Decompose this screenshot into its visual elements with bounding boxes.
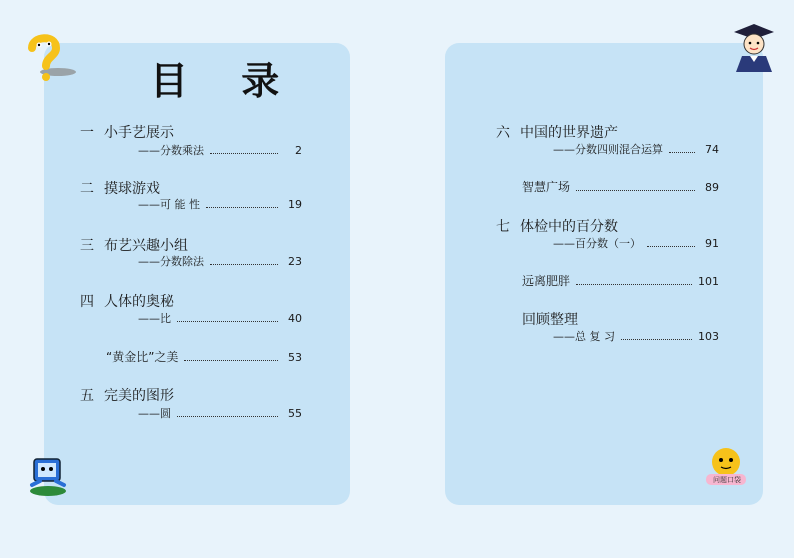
chapter-number: 三 [80,238,94,254]
page-number: 89 [705,181,719,194]
leader-dots [206,207,278,208]
toc-sub-1[interactable] [138,142,302,158]
leader-dots [669,152,695,153]
page-number: 91 [705,237,719,250]
computer-mascot-icon [26,455,70,497]
page-number: 55 [288,407,302,420]
page-number: 40 [288,312,302,325]
chapter-title: 小手艺展示 [104,125,174,141]
toc-chapter-review[interactable] [522,309,578,329]
toc-sub-7[interactable] [553,235,719,251]
page-number: 103 [698,330,719,343]
chapter-title: 摸球游戏 [104,181,160,197]
chapter-title: 中国的世界遗产 [520,125,618,141]
page-number: 101 [698,275,719,288]
chapter-number: 七 [496,219,510,235]
leader-dots [210,264,278,265]
chapter-number: 六 [496,125,510,141]
page-number: 19 [288,198,302,211]
toc-sub-review[interactable] [553,328,719,344]
toc-section-obesity[interactable] [522,272,719,289]
toc-sub-5[interactable] [138,405,302,421]
toc-chapter-5[interactable] [80,385,174,405]
leader-dots [576,284,692,285]
chapter-number: 五 [80,388,94,404]
leader-dots [647,246,695,247]
toc-chapter-2[interactable] [80,178,160,198]
toc-chapter-3[interactable] [80,235,188,255]
question-mark-icon [22,32,78,84]
toc-sub-2[interactable] [138,196,302,212]
chapter-title: 人体的奥秘 [104,294,174,310]
chapter-title: 回顾整理 [522,312,578,328]
sub-title: 远离肥胖 [522,274,571,288]
page-number: 74 [705,143,719,156]
sub-title: ——总 复 习 [553,330,615,343]
toc-sub-4[interactable] [138,310,302,326]
toc-chapter-7[interactable] [496,216,618,236]
page-number: 23 [288,255,302,268]
sub-title: ——分数乘法 [138,144,204,157]
toc-section-wisdom-square[interactable] [522,178,719,195]
toc-chapter-4[interactable] [80,291,174,311]
page-number: 2 [295,144,302,157]
chapter-number: 四 [80,294,94,310]
sub-title: “黄金比”之美 [106,350,179,364]
page-number: 53 [288,351,302,364]
toc-chapter-6[interactable] [496,122,618,142]
chapter-number: 二 [80,181,94,197]
sub-title: ——可 能 性 [138,198,200,211]
leader-dots [621,339,692,340]
leader-dots [184,360,278,361]
left-page [44,43,350,505]
badge-label: 问题口袋 [713,476,741,484]
toc-sub-6[interactable] [553,141,719,157]
toc-section-golden-ratio[interactable] [106,348,302,365]
chapter-title: 完美的图形 [104,388,174,404]
graduate-mascot-icon [732,22,776,72]
sub-title: ——圆 [138,407,171,420]
sub-title: ——分数除法 [138,255,204,268]
toc-sub-3[interactable] [138,253,302,269]
leader-dots [177,321,278,322]
toc-chapter-1[interactable] [80,122,174,142]
page-title: 目 录 [150,58,300,103]
leader-dots [576,190,695,191]
sub-title: ——百分数（一） [553,237,641,250]
chapter-number: 一 [80,125,94,141]
leader-dots [177,416,278,417]
chapter-title: 体检中的百分数 [520,219,618,235]
sub-title: ——比 [138,312,171,325]
sub-title: ——分数四则混合运算 [553,143,663,156]
leader-dots [210,153,278,154]
chapter-title: 布艺兴趣小组 [104,238,188,254]
sub-title: 智慧广场 [522,180,571,194]
